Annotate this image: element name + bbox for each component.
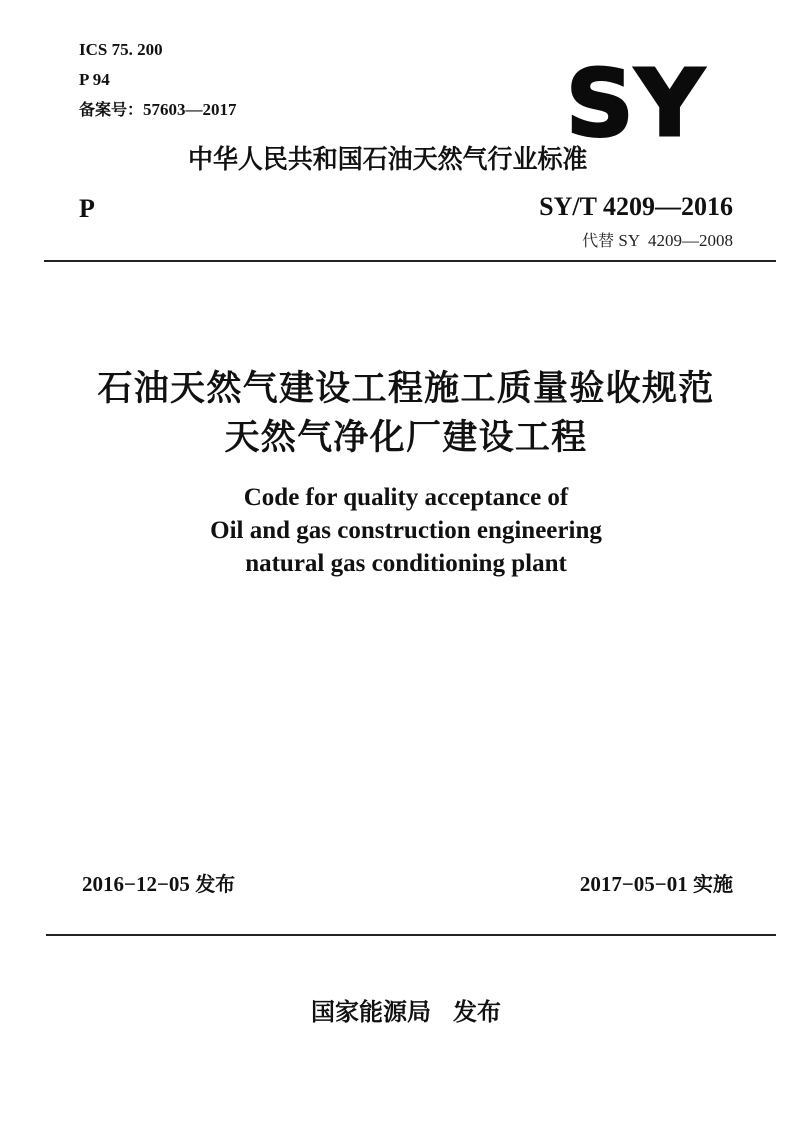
ccs-code: P 94: [79, 70, 110, 89]
issue-label: 发布: [195, 872, 236, 896]
issue-date-line: [82, 870, 235, 898]
chinese-title-line-2: 天然气净化厂建设工程: [224, 418, 588, 458]
effective-date: 2017−05−01: [579, 872, 688, 896]
english-title-line-2: Oil and gas construction engineering: [210, 517, 602, 544]
chinese-title-line-1: 石油天然气建设工程施工质量验收规范: [97, 369, 715, 409]
category-letter: P: [79, 194, 95, 223]
issuer-line: [0, 996, 800, 1028]
standard-number: SY/T 4209—2016: [539, 192, 733, 221]
record-label: 备案号: [79, 100, 128, 119]
sy-logo: SY: [566, 50, 706, 157]
record-separator: ：: [127, 100, 144, 119]
english-title-line-1: Code for quality acceptance of: [243, 484, 569, 511]
issuer-name: 国家能源局: [311, 998, 431, 1026]
record-number: 57603—2017: [143, 100, 237, 119]
industry-standard-title: 中华人民共和国石油天然气行业标准: [188, 145, 588, 175]
issuer-action: 发布: [453, 998, 501, 1026]
bottom-divider: [46, 934, 776, 936]
top-divider: [44, 260, 776, 262]
issue-date: 2016−12−05: [82, 872, 190, 896]
effective-date-line: [580, 870, 733, 898]
effective-label: 实施: [693, 872, 733, 896]
replaces-label: 代替: [582, 231, 615, 250]
ics-code: ICS 75. 200: [79, 40, 163, 59]
record-number-line: [79, 100, 237, 120]
replaces-line: [582, 230, 733, 252]
english-title-line-3: natural gas conditioning plant: [245, 550, 567, 577]
replaces-number: SY 4209—2008: [618, 231, 733, 250]
